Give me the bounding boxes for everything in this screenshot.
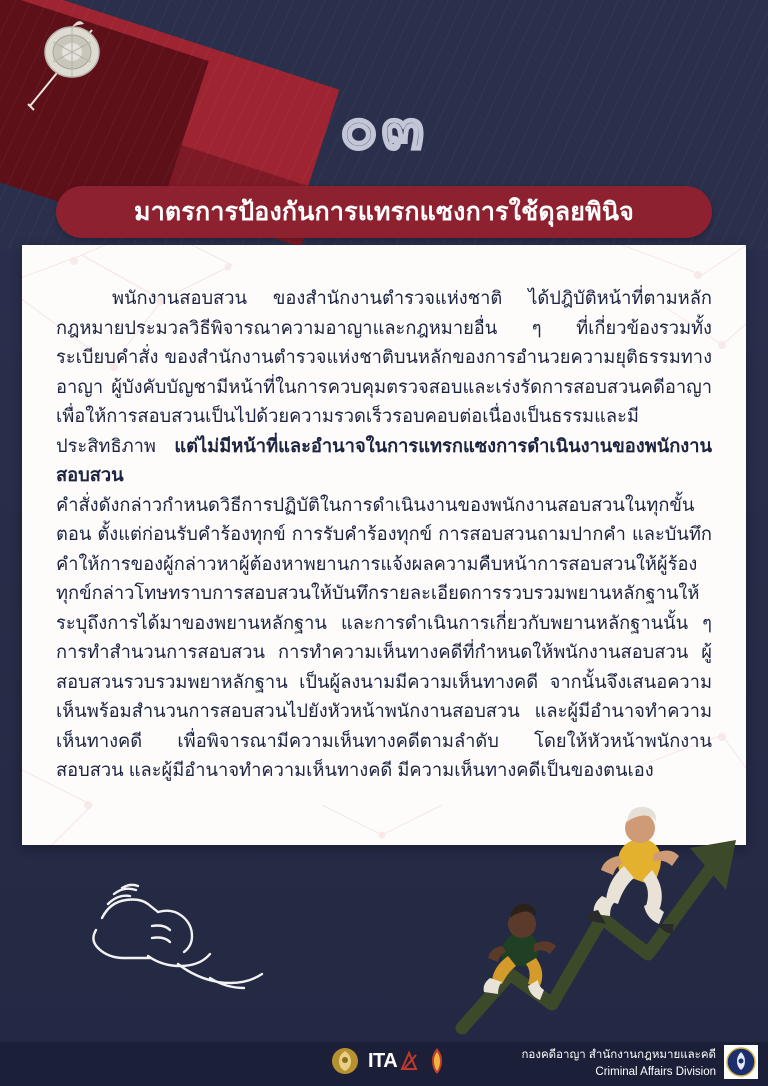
card-paragraph-2: คำสั่งดังกล่าวกำหนดวิธีการปฏิบัติในการดำเนินงานของพนักงานสอบสวนในทุกขั้นตอน ตั้งแต่ก่อนรับคำร้องทุกข์ การรับคำร้องทุกข์ การสอบสวนถามปากคำ และบันทึกคำให้การของผู้กล่าวหาผู้ต้องหาพยานการแจ้งผลความคืบหน้าการสอบสวนให้ผู้ร้องทุกข์กล่าวโทษทราบการสอบสวนให้บันทึกรายละเอียดการรวบรวมพยานหลักฐานให้ระบุถึงการได้มาของพยานหลักฐาน และการดำเนินการเกี่ยวกับพยานหลักฐานนั้น ๆ การทำสำนวนการสอบสวน การทำความเห็นทางคดีที่กำหนดให้พนักงานสอบสวน ผู้สอบสวนรวบรวมพยาหลักฐาน เป็นผู้ลงนามมีความเห็นทางคดี จากนั้นจึงเสนอความเห็นพร้อมสำนวนการสอบสวนไปยังหัวหน้าพนักงานสอบสวน และผู้มีอำนาจทำความเห็นทางคดี เพื่อพิจารณามีความเห็นทางคดีตามลำดับ โดยให้หัวหน้าพนักงานสอบสวน และผู้มีอำนาจทำความเห็นทางคดี มีความเห็นทางคดีเป็นของตนเอง (56, 493, 712, 780)
people-climbing-chart-illustration (452, 778, 752, 1043)
page-title-banner (56, 186, 712, 238)
handshake-icon (82, 860, 272, 1010)
ita-mark-icon (400, 1051, 418, 1071)
section-number: ๐๓ (339, 90, 429, 163)
ita-logo (368, 1050, 418, 1073)
paragraph-1-emphasis: แต่ไม่มีหน้าที่และอำนาจในการแทรกแซงการดำเนินงานของพนักงานสอบสวน (56, 434, 712, 485)
page-footer (0, 1042, 768, 1086)
footer-org-text (521, 1046, 716, 1078)
content-card (22, 245, 746, 845)
footer-org-line-1: กองคดีอาญา สำนักงานกฎหมายและคดี (521, 1049, 716, 1061)
police-seal-emblem (724, 1045, 758, 1079)
ita-label: ITA (368, 1049, 398, 1072)
card-paragraph-1 (56, 283, 712, 490)
garuda-emblem (330, 1046, 360, 1076)
ita-logo-group (330, 1046, 448, 1076)
footer-org-group (521, 1045, 758, 1079)
thai-emblem-icon (426, 1046, 448, 1076)
page-title: มาตรการป้องกันการแทรกแซงการใช้ดุลยพินิจ (134, 198, 634, 226)
paragraph-1-text: พนักงานสอบสวน ของสำนักงานตำรวจแห่งชาติ ได้ปฎิบัติหน้าที่ตามหลักกฎหมายประมวลวิธีพิจารณาความอาญาและกฎหมายอื่น ๆ ที่เกี่ยวข้องรวมทั้งระเบียบคำสั่ง ของสำนักงานตำรวจแห่งชาติบนหลักของการอำนวยความยุติธรรมทางอาญา ผู้บังคับบัญชามีหน้าที่ในการควบคุมตรวจสอบและเร่งรัดการสอบสวนคดีอาญาเพื่อให้การสอบสวนเป็นไปด้วยความรวดเร็วรอบคอบต่อเนื่องเป็นธรรมและมีประสิทธิภาพ (56, 287, 712, 456)
footer-org-line-2: Criminal Affairs Division (595, 1066, 716, 1078)
